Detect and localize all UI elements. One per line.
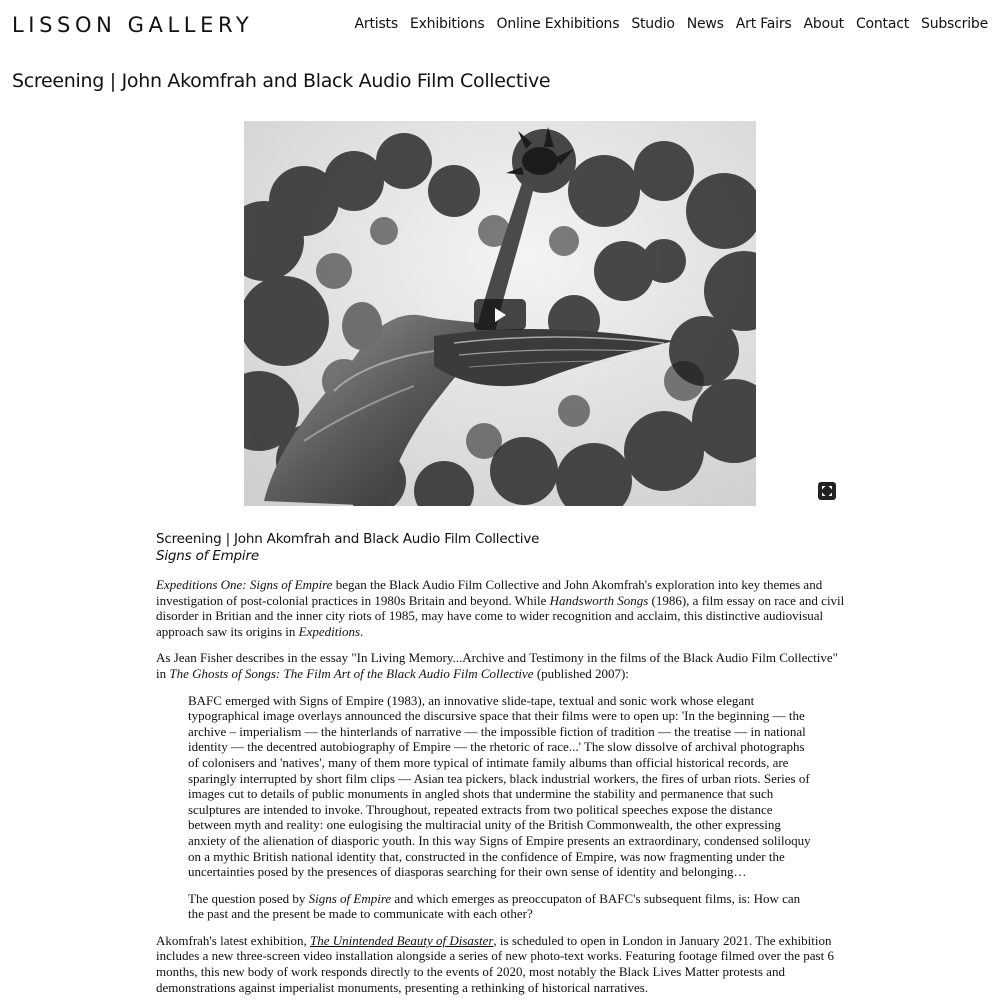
nav-artists[interactable]: Artists bbox=[354, 16, 398, 32]
quote-paragraph-1: BAFC emerged with Signs of Empire (1983), an innovative slide-tape, textual and sonic work whose elegant typographical image overlays announced the discursive space that their films were to open up: 'In the beginning — the archive – imperialism — the hinterlands of narrative — the impossible fiction of tradition — the treatise — in national identity — the decentred autobiography of Empire — the rhetoric of race...' The slow dissolve of archival photographs of colonisers and 'natives', many of them more typical of intimate family albums than official historical records, are sparingly interrupted by short film clips — Asian tea pickers, black industrial workers, the fires of urban riots. Series of images cut to details of public monuments in angled shots that undermine the stability and permanence that such sculptures are intended to invoke. Throughout, repeated extracts from two political speeches expose the distance between myth and reality: one eulogising the multiracial unity of the British Commonwealth, the other expressing anxiety of the alienation of diasporic youth. In this way Signs of Empire presents an extraordinary, condensed soliloquy on a mythic British national identity that, constructed in the confidence of Empire, was now fragmenting under the uncertainties posed by the presences of diasporas searching for their own sense of identity and belonging… bbox=[188, 692, 811, 880]
text-span: (1986), a film essay on race and civil disorder in Britian and the inner city riots of 1985, may have come to wider recognition and acclaim, this distinctive audiovisual approach saw its origins in bbox=[156, 592, 845, 639]
nav-exhibitions[interactable]: Exhibitions bbox=[409, 16, 485, 32]
site-header bbox=[0, 0, 1000, 52]
text-span: and which emerges as preoccupaton of BAFC's subsequent films, is: How can the past and the present be made to communicate with each other? bbox=[188, 890, 801, 922]
title-expeditions-one: Expeditions One: Signs of Empire bbox=[156, 577, 333, 592]
play-icon bbox=[492, 307, 508, 323]
text-span: . bbox=[360, 623, 364, 639]
nav-subscribe[interactable]: Subscribe bbox=[921, 16, 988, 32]
text-span: The question posed by bbox=[188, 890, 309, 906]
nav-art-fairs[interactable]: Art Fairs bbox=[735, 16, 792, 32]
article-heading: Screening | John Akomfrah and Black Audio Film Collective bbox=[156, 531, 540, 547]
blockquote-fisher bbox=[188, 693, 816, 922]
page-title: Screening | John Akomfrah and Black Audio Film Collective bbox=[12, 70, 551, 92]
nav-about[interactable]: About bbox=[803, 16, 844, 32]
title-signs-of-empire: Signs of Empire bbox=[308, 890, 392, 906]
article bbox=[156, 531, 846, 995]
text-span: (published 2007): bbox=[533, 665, 629, 681]
text-span: began the Black Audio Film Collective and John Akomfrah's exploration into key themes and investigation of post-colonial practices in 1980s Britain and beyond. While bbox=[156, 577, 823, 608]
quote-paragraph-2 bbox=[188, 891, 816, 922]
paragraph-intro bbox=[156, 577, 846, 639]
nav-contact[interactable]: Contact bbox=[855, 16, 910, 32]
video-player[interactable] bbox=[244, 121, 756, 506]
fullscreen-button[interactable] bbox=[818, 482, 836, 500]
title-ghosts-of-songs: The Ghosts of Songs: The Film Art of the Black Audio Film Collective bbox=[169, 665, 534, 681]
article-subheading: Signs of Empire bbox=[156, 548, 259, 564]
main-nav bbox=[355, 16, 988, 32]
link-text: The Unintended Beauty of Disaster bbox=[309, 932, 494, 948]
fullscreen-icon bbox=[821, 485, 833, 497]
paragraph-latest-exhibition bbox=[156, 933, 846, 995]
text-span: Akomfrah's latest exhibition, bbox=[156, 932, 310, 948]
text-span: As Jean Fisher describes in the essay "In Living Memory...Archive and Testimony in the films of the Black Audio Film Collective" in bbox=[156, 650, 838, 681]
nav-studio[interactable]: Studio bbox=[631, 16, 675, 32]
nav-online-exhibitions[interactable]: Online Exhibitions bbox=[496, 16, 620, 32]
play-button[interactable] bbox=[474, 299, 526, 330]
site-logo[interactable]: LISSON GALLERY bbox=[12, 13, 254, 37]
title-expeditions: Expeditions bbox=[298, 623, 361, 639]
title-handsworth-songs: Handsworth Songs bbox=[549, 592, 649, 608]
text-span: , is scheduled to open in London in January 2021. The exhibition includes a new three-screen video installation alongside a series of new photo-text works. Featuring footage filmed over the past 6 months, this new body of work responds directly to the events of 2020, most notably the Black Lives Matter protests and demonstrations against imperialist monuments, presenting a rethinking of historical narratives. bbox=[156, 932, 834, 995]
paragraph-jean-fisher bbox=[156, 650, 846, 681]
nav-news[interactable]: News bbox=[686, 16, 724, 32]
link-unintended-beauty[interactable] bbox=[310, 933, 493, 948]
